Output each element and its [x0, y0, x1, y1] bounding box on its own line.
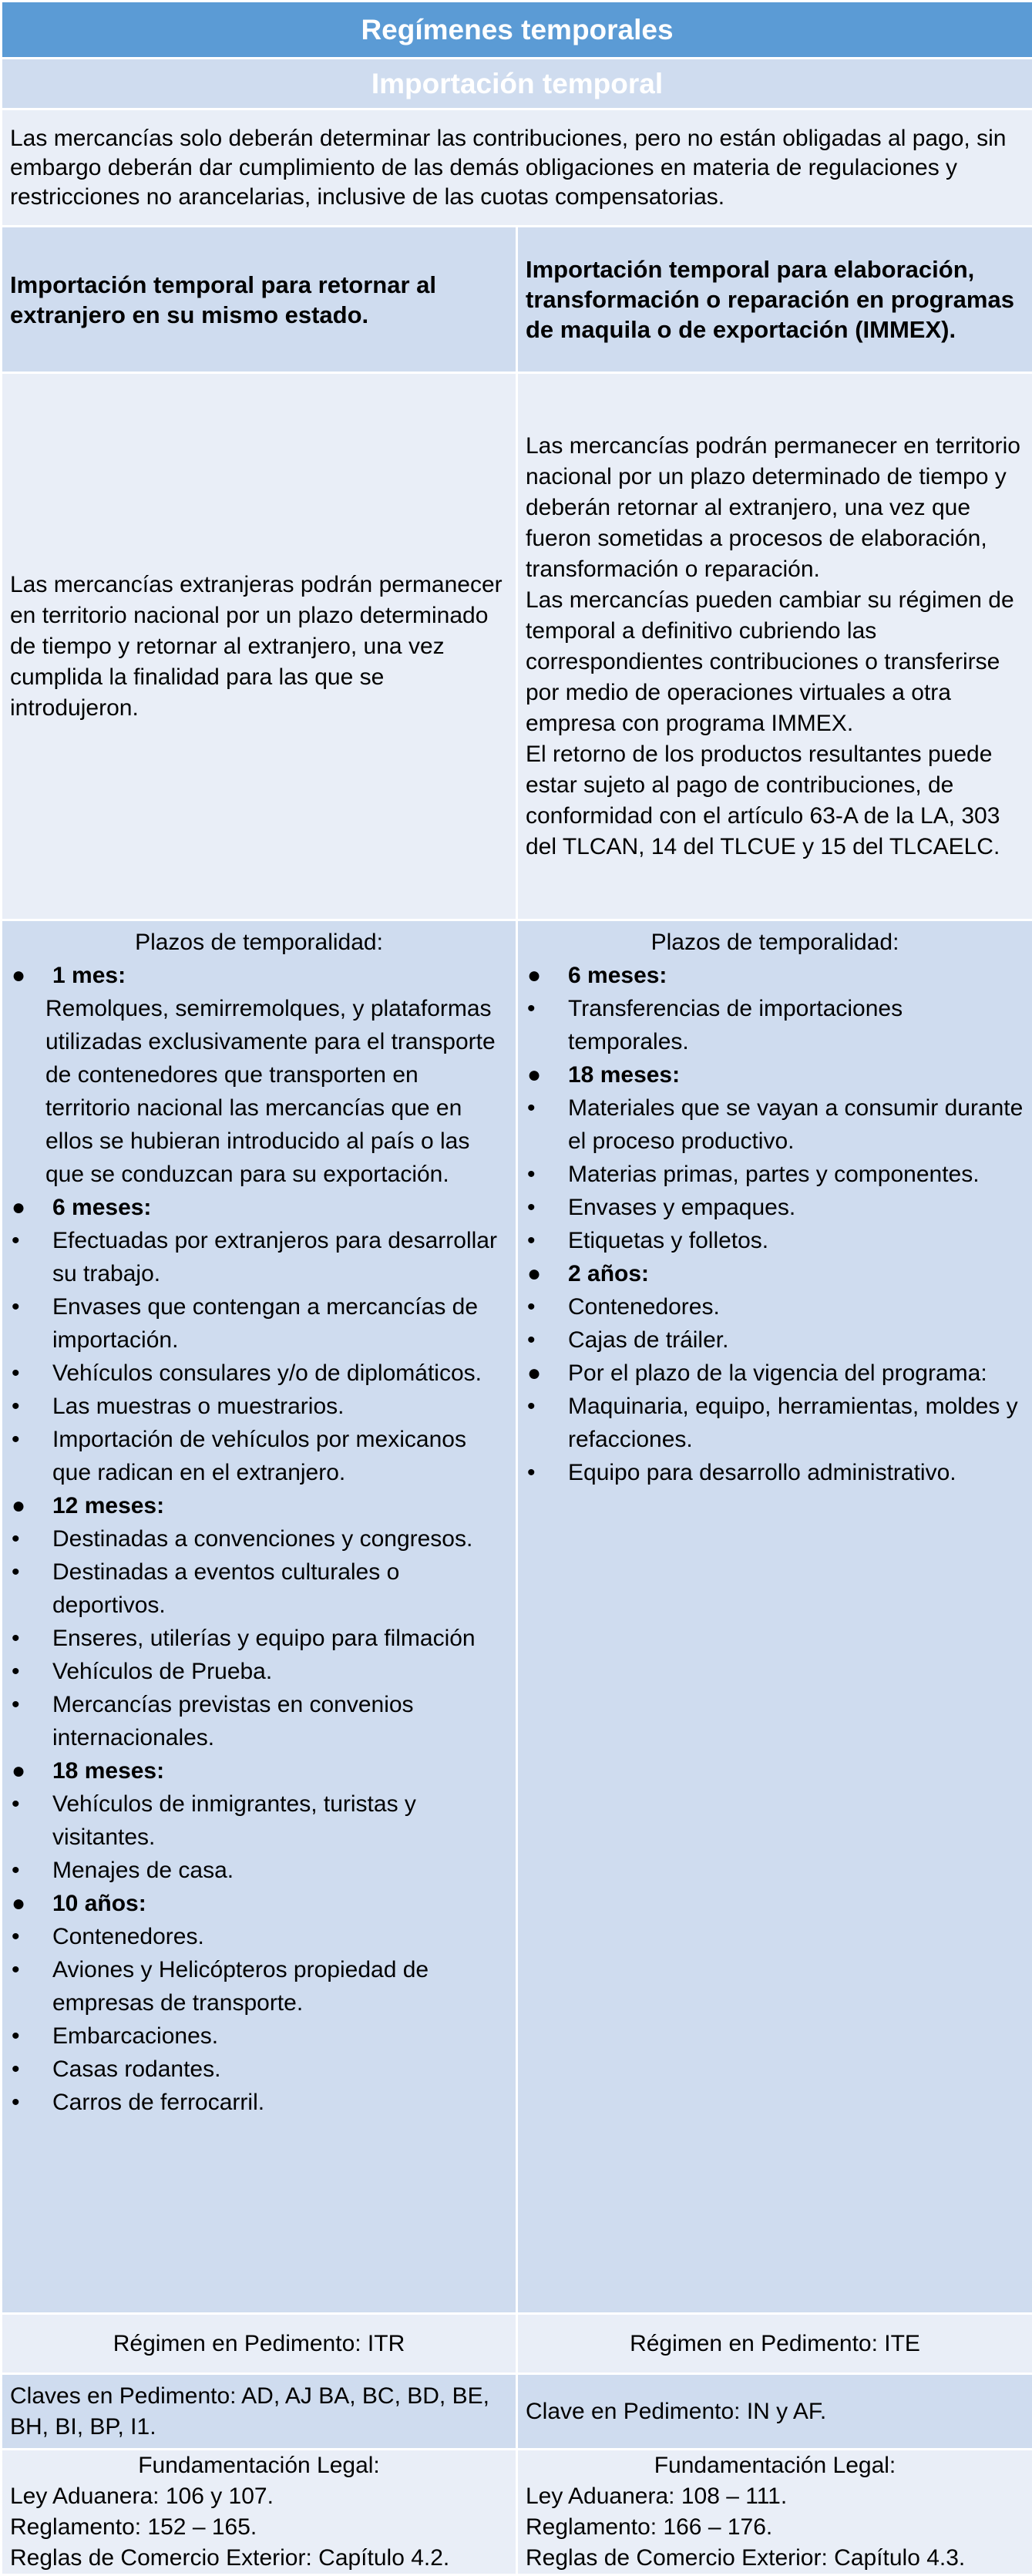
bullet-icon: •: [12, 1294, 20, 1320]
right-plazos-title: Plazos de temporalidad:: [650, 930, 899, 955]
bullet-icon: •: [527, 1195, 536, 1220]
list-item: • Materias primas, partes y componentes.: [524, 1158, 1026, 1191]
list-item: • Cajas de tráiler.: [524, 1323, 1026, 1357]
right-fund-line: Reglamento: 166 – 176.: [526, 2514, 773, 2540]
right-description: [517, 373, 1032, 920]
bullet-icon: •: [12, 1659, 20, 1684]
list-item: ● 18 meses:: [524, 1058, 1026, 1091]
list-item: ● 10 años:: [8, 1887, 509, 1920]
table-title: Regímenes temporales: [2, 2, 1032, 59]
bullet-icon: •: [12, 1858, 20, 1883]
list-item: • Enseres, utilerías y equipo para filmación: [8, 1622, 509, 1655]
list-item: • Destinadas a convenciones y congresos.: [8, 1522, 509, 1555]
left-description: Las mercancías extranjeras podrán permanecer en territorio nacional por un plazo determinado de tiempo y retornar al extranjero, una vez cumplida la finalidad para las que se introdujeron.: [2, 373, 517, 920]
bullet-icon: •: [12, 1360, 20, 1386]
bullet-icon: ●: [527, 963, 542, 988]
bullet-icon: •: [12, 1394, 20, 1419]
list-item: • Contenedores.: [8, 1920, 509, 1953]
bullet-icon: •: [12, 1526, 20, 1552]
list-item: • Transferencias de importaciones temporales.: [524, 992, 1026, 1058]
bullet-icon: •: [527, 1162, 536, 1187]
list-item: • Importación de vehículos por mexicanos que radican en el extranjero.: [8, 1423, 509, 1489]
list-item: ● 2 años:: [524, 1257, 1026, 1290]
bullet-icon: •: [12, 1626, 20, 1651]
list-item: ● 6 meses:: [8, 1191, 509, 1224]
intro-text: Las mercancías solo deberán determinar las contribuciones, pero no están obligadas al pago, sin embargo deberán dar cumplimiento de las demás obligaciones en materia de regulaciones y restricciones no arancelarias, inclusive de las cuotas compensatorias.: [2, 109, 1032, 227]
list-item: • Maquinaria, equipo, herramientas, moldes y refacciones.: [524, 1390, 1026, 1456]
bullet-icon: ●: [12, 1891, 26, 1916]
bullet-icon: ●: [527, 1261, 542, 1286]
bullet-icon: •: [527, 1394, 536, 1419]
list-item: ● 6 meses:: [524, 959, 1026, 992]
left-fund-line: Reglas de Comercio Exterior: Capítulo 4.2.: [10, 2545, 450, 2571]
left-fund-line: Ley Aduanera: 106 y 107.: [10, 2484, 274, 2509]
bullet-icon: •: [527, 996, 536, 1021]
list-item: • Materiales que se vayan a consumir durante el proceso productivo.: [524, 1091, 1026, 1158]
right-description-p1: Las mercancías podrán permanecer en territorio nacional por un plazo determinado de tiempo y deberán retornar al extranjero, una vez que fueron sometidas a procesos de elaboración, transformación o reparación.: [526, 432, 1020, 582]
right-fund-line: Reglas de Comercio Exterior: Capítulo 4.3.: [526, 2545, 966, 2571]
right-description-p3: El retorno de los productos resultantes puede estar sujeto al pago de contribuciones, de conformidad con el artículo 63-A de la LA, 303 del TLCAN, 14 del TLCUE y 15 del TLCAELC.: [526, 741, 1000, 859]
bullet-icon: •: [12, 1791, 20, 1817]
list-item: • Aviones y Helicópteros propiedad de empresas de transporte.: [8, 1953, 509, 2019]
right-column-heading: Importación temporal para elaboración, transformación o reparación en programas de maquila o de exportación (IMMEX).: [517, 227, 1032, 373]
bullet-icon: •: [12, 1692, 20, 1717]
list-item: • Vehículos de inmigrantes, turistas y visitantes.: [8, 1787, 509, 1854]
bullet-icon: •: [527, 1460, 536, 1485]
bullet-icon: ●: [12, 1493, 26, 1518]
right-regimen: Régimen en Pedimento: ITE: [517, 2314, 1032, 2374]
list-item: • Mercancías previstas en convenios internacionales.: [8, 1688, 509, 1754]
left-plazos: [2, 920, 517, 2314]
bullet-icon: •: [527, 1095, 536, 1121]
bullet-icon: •: [527, 1228, 536, 1253]
bullet-icon: •: [12, 1427, 20, 1452]
bullet-icon: •: [12, 2056, 20, 2082]
bullet-icon: •: [527, 1294, 536, 1320]
list-item: • Efectuadas por extranjeros para desarrollar su trabajo.: [8, 1224, 509, 1290]
list-item: • Envases que contengan a mercancías de importación.: [8, 1290, 509, 1357]
bullet-icon: ●: [12, 1758, 26, 1784]
table-subtitle: Importación temporal: [2, 59, 1032, 109]
list-item: • Las muestras o muestrarios.: [8, 1390, 509, 1423]
left-fund-line: Reglamento: 152 – 165.: [10, 2514, 257, 2540]
list-item: • Vehículos de Prueba.: [8, 1655, 509, 1688]
left-fund-title: Fundamentación Legal:: [138, 2453, 380, 2478]
right-description-p2: Las mercancías pueden cambiar su régimen de temporal a definitivo cubriendo las correspondientes contribuciones o transferirse por medio de operaciones virtuales a otra empresa con programa IMMEX.: [526, 587, 1014, 736]
right-fund-line: Ley Aduanera: 108 – 111.: [526, 2484, 788, 2509]
bullet-icon: •: [527, 1327, 536, 1353]
left-regimen: Régimen en Pedimento: ITR: [2, 2314, 517, 2374]
list-item-text: Remolques, semirremolques, y plataformas utilizadas exclusivamente para el transporte de contenedores que transporten en territorio nacional las mercancías que en ellos se hubieran introducido al país o las que se conduzcan para su exportación.: [45, 996, 496, 1187]
left-column-heading: Importación temporal para retornar al extranjero en su mismo estado.: [2, 227, 517, 373]
right-claves: Clave en Pedimento: IN y AF.: [517, 2374, 1032, 2450]
bullet-icon: ●: [12, 1195, 26, 1220]
list-item: • Contenedores.: [524, 1290, 1026, 1323]
left-fundamentacion: [2, 2450, 517, 2575]
list-item: ● 12 meses:: [8, 1489, 509, 1522]
list-item: • Equipo para desarrollo administrativo.: [524, 1456, 1026, 1489]
list-item: • Embarcaciones.: [8, 2019, 509, 2053]
list-item: ● 1 mes:: [8, 959, 509, 992]
bullet-icon: ●: [527, 1360, 542, 1386]
bullet-icon: ●: [12, 963, 26, 988]
list-item: • Casas rodantes.: [8, 2053, 509, 2086]
bullet-icon: ●: [527, 1062, 542, 1088]
left-plazos-title: Plazos de temporalidad:: [135, 930, 383, 955]
list-item: • Etiquetas y folletos.: [524, 1224, 1026, 1257]
bullet-icon: •: [12, 1559, 20, 1585]
right-fundamentacion: [517, 2450, 1032, 2575]
right-fund-title: Fundamentación Legal:: [654, 2453, 896, 2478]
left-claves: Claves en Pedimento: AD, AJ BA, BC, BD, BE, BH, BI, BP, I1.: [2, 2374, 517, 2450]
bullet-icon: •: [12, 1924, 20, 1949]
list-item: • Menajes de casa.: [8, 1854, 509, 1887]
right-plazos: [517, 920, 1032, 2314]
list-item: ● Por el plazo de la vigencia del programa:: [524, 1357, 1026, 1390]
bullet-icon: •: [12, 1228, 20, 1253]
list-item: • Vehículos consulares y/o de diplomáticos.: [8, 1357, 509, 1390]
bullet-icon: •: [12, 2023, 20, 2049]
list-item: • Carros de ferrocarril.: [8, 2086, 509, 2119]
list-item: • Envases y empaques.: [524, 1191, 1026, 1224]
list-item: ● 18 meses:: [8, 1754, 509, 1787]
bullet-icon: •: [12, 1957, 20, 1982]
list-item: • Destinadas a eventos culturales o deportivos.: [8, 1555, 509, 1622]
bullet-icon: •: [12, 2090, 20, 2115]
